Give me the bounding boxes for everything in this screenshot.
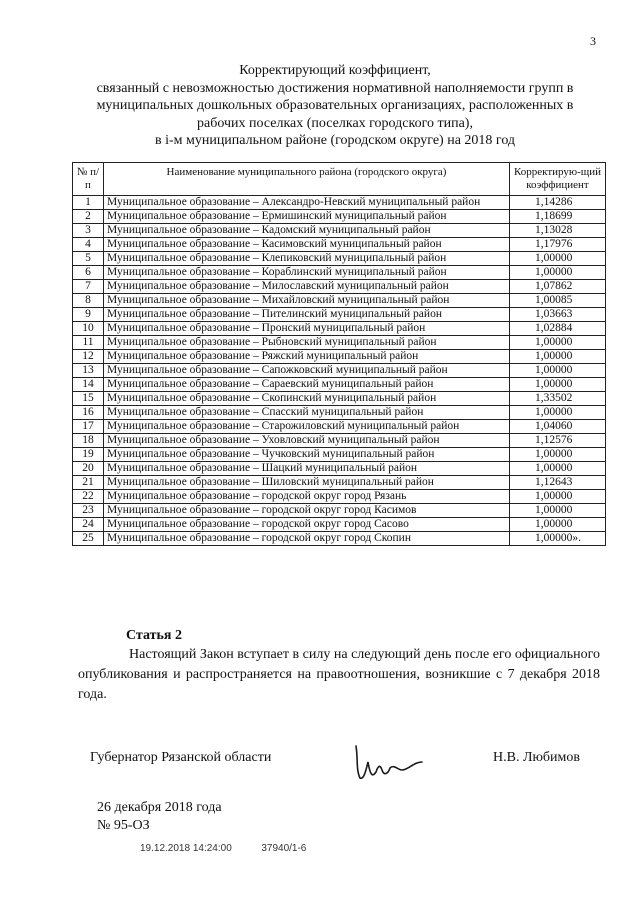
row-municipality-name: Муниципальное образование – Милославский муниципальный район (104, 280, 510, 294)
row-coefficient-value: 1,00000 (510, 252, 606, 266)
row-number: 18 (73, 434, 104, 448)
row-municipality-name: Муниципальное образование – городской округ город Касимов (104, 504, 510, 518)
row-number: 1 (73, 196, 104, 210)
row-coefficient-value: 1,13028 (510, 224, 606, 238)
table-row (73, 462, 606, 476)
title-line: муниципальных дошкольных образовательных организациях, расположенных в (96, 98, 574, 113)
table-row (73, 364, 606, 378)
article-text: Настоящий Закон вступает в силу на следующий день после его официального опубликования и распространяется на правоотношения, возникшие с 7 декабря 2018 года. (78, 647, 600, 702)
row-coefficient-value: 1,00000 (510, 518, 606, 532)
row-coefficient-value: 1,03663 (510, 308, 606, 322)
law-number: № 95-ОЗ (97, 818, 150, 833)
table-row (73, 504, 606, 518)
row-coefficient-value: 1,00000». (510, 532, 606, 546)
row-number: 22 (73, 490, 104, 504)
row-number: 17 (73, 420, 104, 434)
document-title (70, 62, 600, 150)
table-row (73, 490, 606, 504)
row-number: 23 (73, 504, 104, 518)
table-row (73, 322, 606, 336)
row-number: 7 (73, 280, 104, 294)
row-coefficient-value: 1,02884 (510, 322, 606, 336)
handwritten-signature (350, 740, 430, 789)
table-row (73, 336, 606, 350)
table-row (73, 252, 606, 266)
table-row (73, 294, 606, 308)
row-coefficient-value: 1,14286 (510, 196, 606, 210)
table-row (73, 476, 606, 490)
coefficient-table (72, 162, 606, 546)
row-coefficient-value: 1,00000 (510, 490, 606, 504)
signatory-position: Губернатор Рязанской области (90, 750, 272, 765)
row-municipality-name: Муниципальное образование – Ряжский муниципальный район (104, 350, 510, 364)
row-municipality-name: Муниципальное образование – Старожиловский муниципальный район (104, 420, 510, 434)
row-number: 3 (73, 224, 104, 238)
title-line: рабочих поселках (поселках городского типа), (197, 115, 473, 131)
row-municipality-name: Муниципальное образование – городской округ город Сасово (104, 518, 510, 532)
row-number: 21 (73, 476, 104, 490)
row-number: 8 (73, 294, 104, 308)
row-municipality-name: Муниципальное образование – Клепиковский муниципальный район (104, 252, 510, 266)
table-header-row (73, 163, 606, 196)
table-row (73, 280, 606, 294)
page-number: 3 (590, 34, 596, 48)
row-coefficient-value: 1,00000 (510, 364, 606, 378)
row-number: 20 (73, 462, 104, 476)
row-coefficient-value: 1,00000 (510, 462, 606, 476)
row-number: 12 (73, 350, 104, 364)
registration-stamp (140, 843, 306, 854)
column-header-coefficient: Корректирую-щий коэффициент (510, 163, 606, 196)
row-municipality-name: Муниципальное образование – Кадомский муниципальный район (104, 224, 510, 238)
stamp-timestamp: 19.12.2018 14:24:00 (140, 843, 232, 854)
row-number: 14 (73, 378, 104, 392)
column-header-name: Наименование муниципального района (городского округа) (104, 163, 510, 196)
table-row (73, 406, 606, 420)
row-coefficient-value: 1,00000 (510, 406, 606, 420)
stamp-doc-code: 37940/1-6 (261, 843, 307, 854)
signatory-name: Н.В. Любимов (493, 750, 580, 765)
law-date: 26 декабря 2018 года (97, 800, 222, 815)
table-row (73, 224, 606, 238)
row-municipality-name: Муниципальное образование – Рыбновский муниципальный район (104, 336, 510, 350)
table-row (73, 434, 606, 448)
row-coefficient-value: 1,18699 (510, 210, 606, 224)
table-row (73, 532, 606, 546)
row-municipality-name: Муниципальное образование – Спасский муниципальный район (104, 406, 510, 420)
row-number: 15 (73, 392, 104, 406)
title-line: связанный с невозможностью достижения нормативной наполняемости групп в (96, 80, 574, 96)
row-municipality-name: Муниципальное образование – Михайловский муниципальный район (104, 294, 510, 308)
row-municipality-name: Муниципальное образование – городской округ город Рязань (104, 490, 510, 504)
row-municipality-name: Муниципальное образование – Александро-Невский муниципальный район (104, 196, 510, 210)
column-header-number: № п/п (73, 163, 104, 196)
row-number: 16 (73, 406, 104, 420)
row-number: 11 (73, 336, 104, 350)
table-row (73, 350, 606, 364)
row-municipality-name: Муниципальное образование – Пронский муниципальный район (104, 322, 510, 336)
title-line: Корректирующий коэффициент, (239, 63, 431, 78)
row-coefficient-value: 1,00085 (510, 294, 606, 308)
row-number: 2 (73, 210, 104, 224)
row-municipality-name: Муниципальное образование – Кораблинский муниципальный район (104, 266, 510, 280)
row-municipality-name: Муниципальное образование – Ермишинский муниципальный район (104, 210, 510, 224)
row-number: 5 (73, 252, 104, 266)
row-number: 9 (73, 308, 104, 322)
row-municipality-name: Муниципальное образование – Уховловский муниципальный район (104, 434, 510, 448)
row-coefficient-value: 1,00000 (510, 266, 606, 280)
row-coefficient-value: 1,07862 (510, 280, 606, 294)
table-row (73, 210, 606, 224)
row-number: 25 (73, 532, 104, 546)
row-number: 10 (73, 322, 104, 336)
table-row (73, 266, 606, 280)
row-number: 19 (73, 448, 104, 462)
row-coefficient-value: 1,04060 (510, 420, 606, 434)
row-municipality-name: Муниципальное образование – Скопинский муниципальный район (104, 392, 510, 406)
row-municipality-name: Муниципальное образование – Шиловский муниципальный район (104, 476, 510, 490)
row-municipality-name: Муниципальное образование – Шацкий муниципальный район (104, 462, 510, 476)
row-municipality-name: Муниципальное образование – Сапожковский муниципальный район (104, 364, 510, 378)
table-body (73, 196, 606, 546)
table-row (73, 392, 606, 406)
table-row (73, 378, 606, 392)
title-line: в i-м муниципальном районе (городском округе) на 2018 год (154, 133, 516, 148)
row-municipality-name: Муниципальное образование – Пителинский муниципальный район (104, 308, 510, 322)
table-row (73, 420, 606, 434)
row-municipality-name: Муниципальное образование – Сараевский муниципальный район (104, 378, 510, 392)
table-row (73, 448, 606, 462)
table-row (73, 308, 606, 322)
row-number: 13 (73, 364, 104, 378)
row-coefficient-value: 1,00000 (510, 448, 606, 462)
row-municipality-name: Муниципальное образование – Чучковский муниципальный район (104, 448, 510, 462)
article-heading: Статья 2 (126, 628, 182, 643)
row-coefficient-value: 1,33502 (510, 392, 606, 406)
row-number: 4 (73, 238, 104, 252)
row-coefficient-value: 1,00000 (510, 378, 606, 392)
table-row (73, 196, 606, 210)
row-number: 6 (73, 266, 104, 280)
row-number: 24 (73, 518, 104, 532)
row-coefficient-value: 1,12576 (510, 434, 606, 448)
row-coefficient-value: 1,17976 (510, 238, 606, 252)
row-coefficient-value: 1,00000 (510, 504, 606, 518)
row-municipality-name: Муниципальное образование – городской округ город Скопин (104, 532, 510, 546)
row-coefficient-value: 1,00000 (510, 336, 606, 350)
table-row (73, 238, 606, 252)
row-municipality-name: Муниципальное образование – Касимовский муниципальный район (104, 238, 510, 252)
row-coefficient-value: 1,12643 (510, 476, 606, 490)
row-coefficient-value: 1,00000 (510, 350, 606, 364)
table-row (73, 518, 606, 532)
